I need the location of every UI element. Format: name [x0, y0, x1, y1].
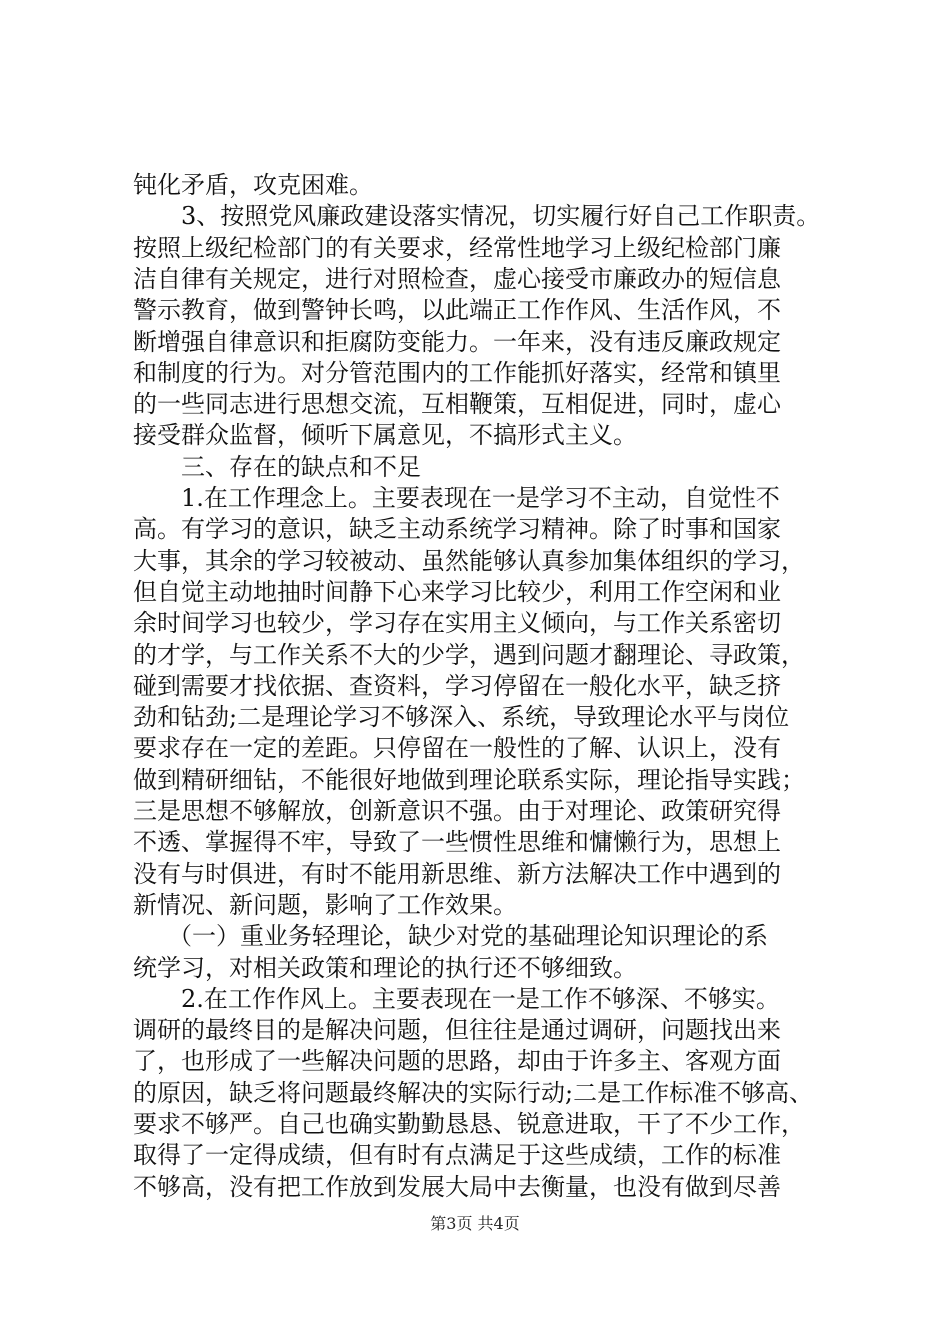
text-line: 劲和钻劲;二是理论学习不够深入、系统，导致理论水平与岗位 [133, 703, 790, 732]
text-line: 做到精研细钻，不能很好地做到理论联系实际，理论指导实践； [133, 765, 805, 794]
text-line: （一）重业务轻理论，缺少对党的基础理论知识理论的系 [168, 922, 768, 951]
text-line: 大事，其余的学习较被动、虽然能够认真参加集体组织的学习， [133, 546, 805, 575]
text-line: 要求不够严。自己也确实勤勤恳恳、锐意进取，干了不少工作， [133, 1110, 805, 1138]
text-line: 和制度的行为。对分管范围内的工作能抓好落实，经常和镇里 [133, 358, 781, 387]
text-line: 警示教育，做到警钟长鸣，以此端正工作作风、生活作风，不 [133, 296, 781, 325]
text-line: 按照上级纪检部门的有关要求，经常性地学习上级纪检部门廉 [133, 233, 781, 262]
text-line: 没有与时俱进，有时不能用新思维、新方法解决工作中遇到的 [133, 859, 781, 888]
page-footer: 第3页 共4页 [430, 1214, 520, 1233]
section-heading: 三、存在的缺点和不足 [181, 452, 421, 481]
text-line: 钝化矛盾，攻克困难。 [133, 171, 373, 199]
text-line: 的原因，缺乏将问题最终解决的实际行动;二是工作标准不够高、 [133, 1078, 814, 1107]
text-line: 高。有学习的意识，缺乏主动系统学习精神。除了时事和国家 [133, 515, 781, 544]
text-line: 要求存在一定的差距。只停留在一般性的了解、认识上，没有 [133, 734, 781, 763]
text-line: 的一些同志进行思想交流，互相鞭策，互相促进，同时，虚心 [133, 390, 781, 419]
text-line: 但自觉主动地抽时间静下心来学习比较少，利用工作空闲和业 [133, 577, 781, 606]
text-line: 余时间学习也较少，学习存在实用主义倾向，与工作关系密切 [133, 609, 781, 638]
text-line: 2.在工作作风上。主要表现在一是工作不够深、不够实。 [181, 984, 780, 1013]
text-line: 三是思想不够解放，创新意识不强。由于对理论、政策研究得 [133, 797, 781, 825]
text-line: 不够高，没有把工作放到发展大局中去衡量，也没有做到尽善 [133, 1172, 781, 1201]
text-line: 取得了一定得成绩，但有时有点满足于这些成绩，工作的标准 [133, 1141, 781, 1170]
text-line: 的才学，与工作关系不大的少学，遇到问题才翻理论、寻政策， [133, 640, 805, 669]
text-line: 不透、掌握得不牢，导致了一些惯性思维和慵懒行为，思想上 [133, 828, 781, 857]
text-line: 3、按照党风廉政建设落实情况，切实履行好自己工作职责。 [181, 202, 821, 231]
text-line: 新情况、新问题，影响了工作效果。 [133, 890, 517, 919]
text-line: 洁自律有关规定，进行对照检查，虚心接受市廉政办的短信息 [133, 264, 781, 293]
text-line: 统学习，对相关政策和理论的执行还不够细致。 [133, 953, 637, 982]
text-line: 了，也形成了一些解决问题的思路，却由于许多主、客观方面 [133, 1047, 781, 1076]
text-line: 断增强自律意识和拒腐防变能力。一年来，没有违反廉政规定 [133, 327, 781, 356]
text-line: 调研的最终目的是解决问题，但往往是通过调研，问题找出来 [133, 1016, 781, 1045]
text-line: 碰到需要才找依据、查资料，学习停留在一般化水平，缺乏挤 [133, 671, 781, 700]
text-line: 1.在工作理念上。主要表现在一是学习不主动，自觉性不 [181, 484, 780, 512]
text-line: 接受群众监督，倾听下属意见，不搞形式主义。 [133, 421, 637, 450]
